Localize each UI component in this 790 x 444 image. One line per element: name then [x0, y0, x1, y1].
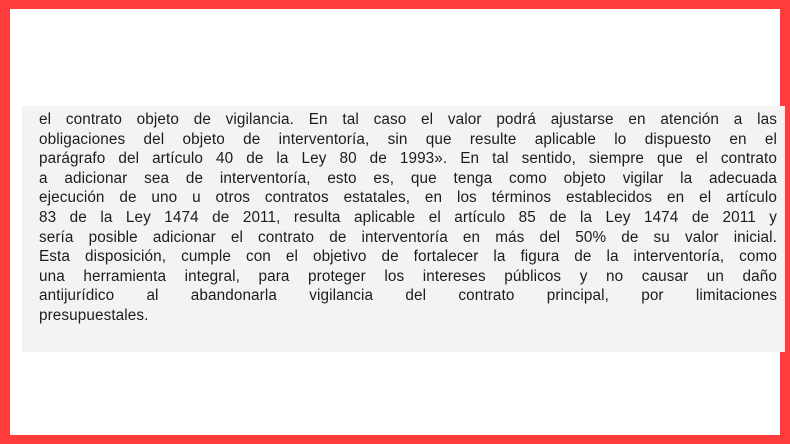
text-line: 83 de la Ley 1474 de 2011, resulta aplicable el artículo 85 de la Ley 1474 de 2011 y [39, 208, 777, 226]
scanned-text-excerpt [22, 106, 785, 352]
text-line: presupuestales. [39, 306, 149, 324]
page-frame [10, 9, 780, 435]
text-line: sería posible adicionar el contrato de interventoría en más del 50% de su valor inicial. [39, 228, 777, 246]
text-line: a adicionar sea de interventoría, esto es, que tenga como objeto vigilar la adecuada [39, 169, 777, 187]
text-line: antijurídico al abandonarla vigilancia del contrato principal, por limitaciones [39, 287, 777, 305]
text-line: el contrato objeto de vigilancia. En tal caso el valor podrá ajustarse en atención a las [39, 111, 777, 128]
text-line: obligaciones del objeto de interventoría, sin que resulte aplicable lo dispuesto en el [39, 130, 777, 148]
paragraph [39, 110, 777, 326]
text-line: parágrafo del artículo 40 de la Ley 80 de 1993». En tal sentido, siempre que el contrato [39, 150, 777, 168]
text-line: ejecución de uno u otros contratos estatales, en los términos establecidos en el artículo [39, 189, 777, 207]
text-line: una herramienta integral, para proteger los intereses públicos y no causar un daño [39, 267, 777, 285]
text-line: Esta disposición, cumple con el objetivo de fortalecer la figura de la interventoría, como [39, 248, 777, 266]
